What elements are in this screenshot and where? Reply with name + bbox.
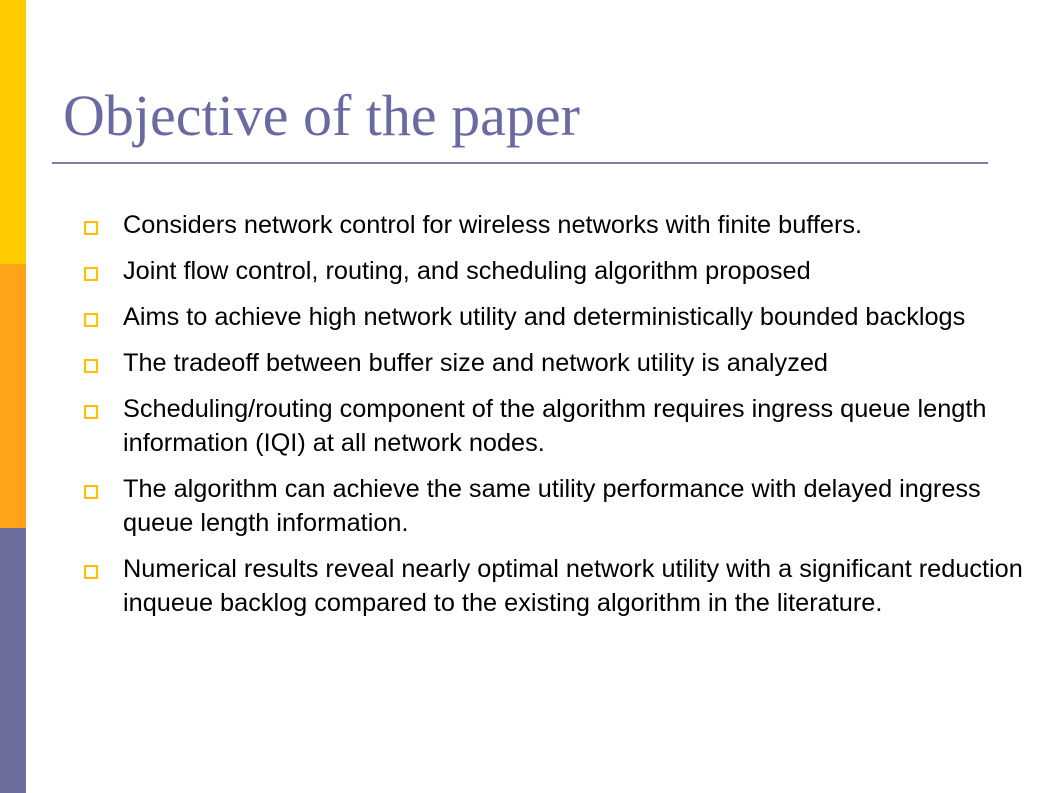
side-bar-yellow-segment — [0, 0, 26, 264]
square-bullet-icon — [84, 221, 98, 235]
bullet-item — [84, 254, 1034, 288]
square-bullet-icon — [84, 359, 98, 373]
bullet-text: The tradeoff between buffer size and network utility is analyzed — [123, 349, 828, 377]
bullet-text: The algorithm can achieve the same utility performance with delayed ingress queue length information. — [123, 475, 981, 537]
bullet-list — [84, 208, 1034, 632]
square-bullet-icon — [84, 313, 98, 327]
bullet-item — [84, 392, 1034, 460]
side-bar-purple-segment — [0, 528, 26, 793]
bullet-item — [84, 472, 1034, 540]
square-bullet-icon — [84, 565, 98, 579]
bullet-item — [84, 300, 1034, 334]
square-bullet-icon — [84, 405, 98, 419]
bullet-item — [84, 208, 1034, 242]
bullet-text: Considers network control for wireless networks with finite buffers. — [123, 211, 863, 239]
bullet-text: Aims to achieve high network utility and deterministically bounded backlogs — [123, 303, 966, 331]
bullet-text: Scheduling/routing component of the algorithm requires ingress queue length information (IQI) at all network nodes. — [123, 395, 987, 457]
title-divider — [52, 162, 988, 164]
side-color-bar — [0, 0, 26, 793]
square-bullet-icon — [84, 485, 98, 499]
bullet-text: Joint flow control, routing, and scheduling algorithm proposed — [123, 257, 811, 285]
bullet-text: Numerical results reveal nearly optimal network utility with a significant reduction inqueue backlog compared to the existing algorithm in the literature. — [123, 555, 1023, 617]
bullet-item — [84, 346, 1034, 380]
bullet-item — [84, 552, 1034, 620]
side-bar-orange-segment — [0, 264, 26, 528]
square-bullet-icon — [84, 267, 98, 281]
slide-title: Objective of the paper — [63, 83, 580, 148]
